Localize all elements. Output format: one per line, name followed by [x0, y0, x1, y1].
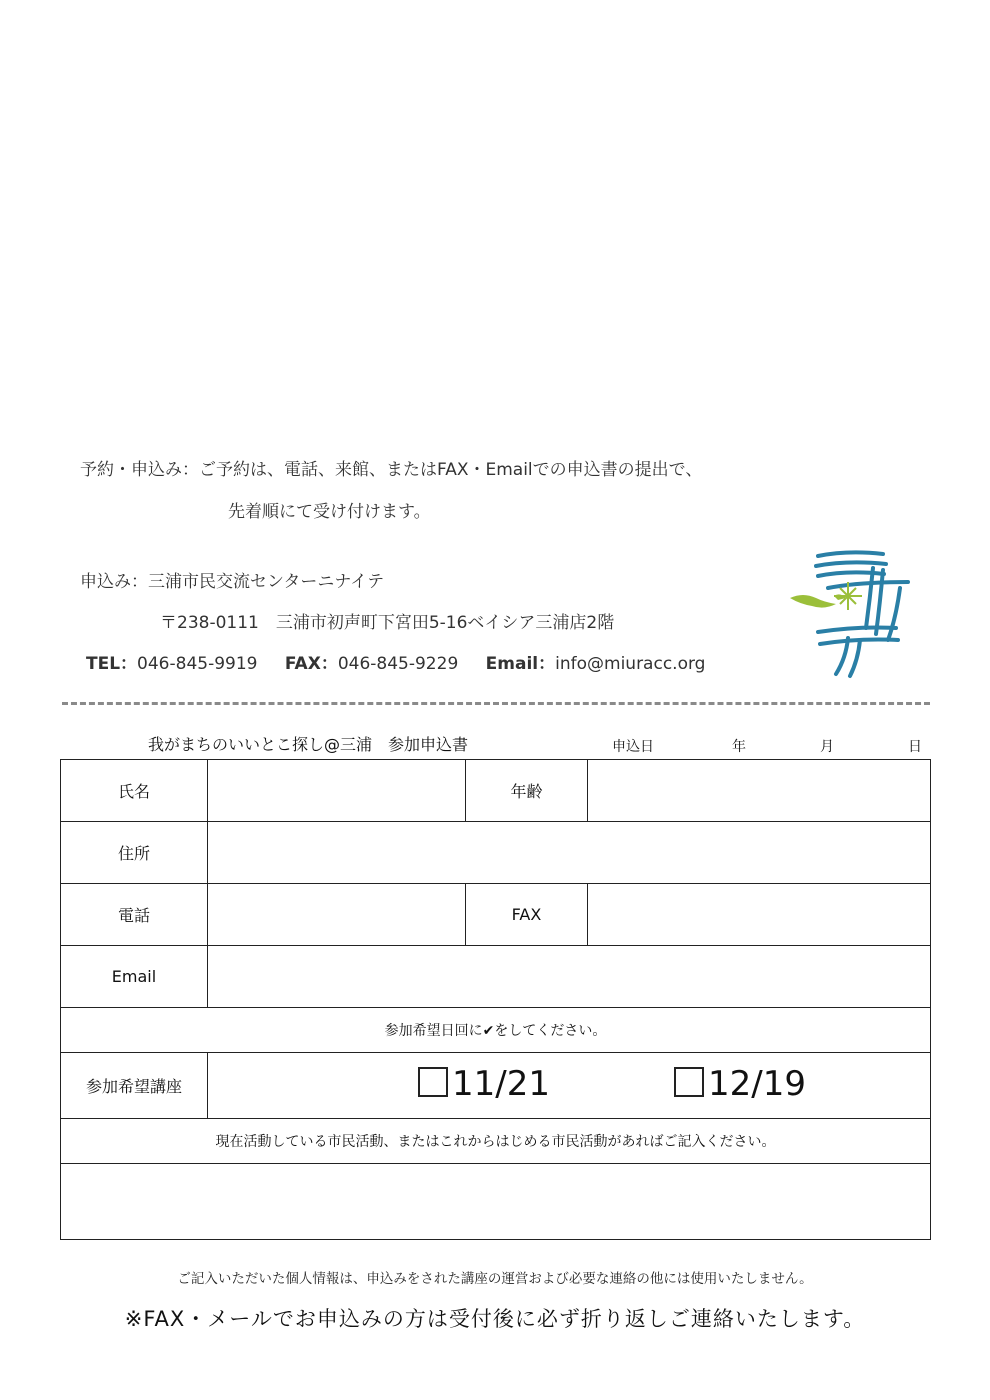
fax-field-label: FAX: [466, 884, 588, 946]
year-label: 年: [732, 739, 746, 755]
organizer-name: 申込み：三浦市民交流センターニナイテ: [80, 572, 385, 592]
final-note: ※FAX・メールでお申込みの方は受付後に必ず折り返しご連絡いたします。: [124, 1307, 866, 1331]
address-label: 住所: [61, 822, 208, 884]
course-option-1[interactable]: [418, 1064, 550, 1104]
email-address: info@miuracc.org: [555, 654, 706, 674]
course-options: [208, 1053, 931, 1119]
privacy-note: ご記入いただいた個人情報は、申込みをされた講座の運営および必要な連絡の他には使用いたしません。: [177, 1271, 813, 1287]
course-date-1: 11/21: [452, 1064, 550, 1104]
email-field[interactable]: [208, 946, 931, 1008]
tel-label: TEL：: [86, 654, 138, 674]
name-field[interactable]: [208, 760, 466, 822]
phone-label: 電話: [61, 884, 208, 946]
email-label: Email：: [485, 654, 556, 674]
day-label: 日: [908, 739, 922, 755]
course-label: 参加希望講座: [61, 1053, 208, 1119]
checkbox-icon[interactable]: [674, 1067, 704, 1097]
reservation-text-line2: 先着順にて受け付けます。: [228, 502, 431, 522]
email-field-label: Email: [61, 946, 208, 1008]
cut-line-divider: [62, 702, 930, 705]
fax-number: 046-845-9229: [337, 654, 459, 674]
name-label: 氏名: [61, 760, 208, 822]
date-label: 申込日: [612, 739, 654, 755]
phone-field[interactable]: [208, 884, 466, 946]
check-instruction: 参加希望日回に✔をしてください。: [61, 1008, 931, 1053]
age-field[interactable]: [588, 760, 931, 822]
course-date-2: 12/19: [708, 1064, 806, 1104]
contact-line: [86, 649, 727, 674]
address-field[interactable]: [208, 822, 931, 884]
fax-field[interactable]: [588, 884, 931, 946]
activity-field[interactable]: [61, 1164, 931, 1240]
ninaite-logo: [788, 548, 916, 680]
reservation-text-line1: 予約・申込み：ご予約は、電話、来館、またはFAX・Emailでの申込書の提出で、: [80, 460, 703, 480]
fax-label: FAX：: [284, 654, 338, 674]
course-option-2[interactable]: [674, 1064, 806, 1104]
form-title: 我がまちのいいとこ探し@三浦 参加申込書: [148, 735, 469, 754]
tel-number: 046-845-9919: [137, 654, 258, 674]
application-form-table: [60, 759, 931, 1240]
age-label: 年齢: [466, 760, 588, 822]
month-label: 月: [820, 739, 834, 755]
organizer-address: 〒238-0111 三浦市初声町下宮田5-16ベイシア三浦店2階: [160, 613, 615, 633]
activity-prompt: 現在活動している市民活動、またはこれからはじめる市民活動があればご記入ください。: [61, 1119, 931, 1164]
checkbox-icon[interactable]: [418, 1067, 448, 1097]
